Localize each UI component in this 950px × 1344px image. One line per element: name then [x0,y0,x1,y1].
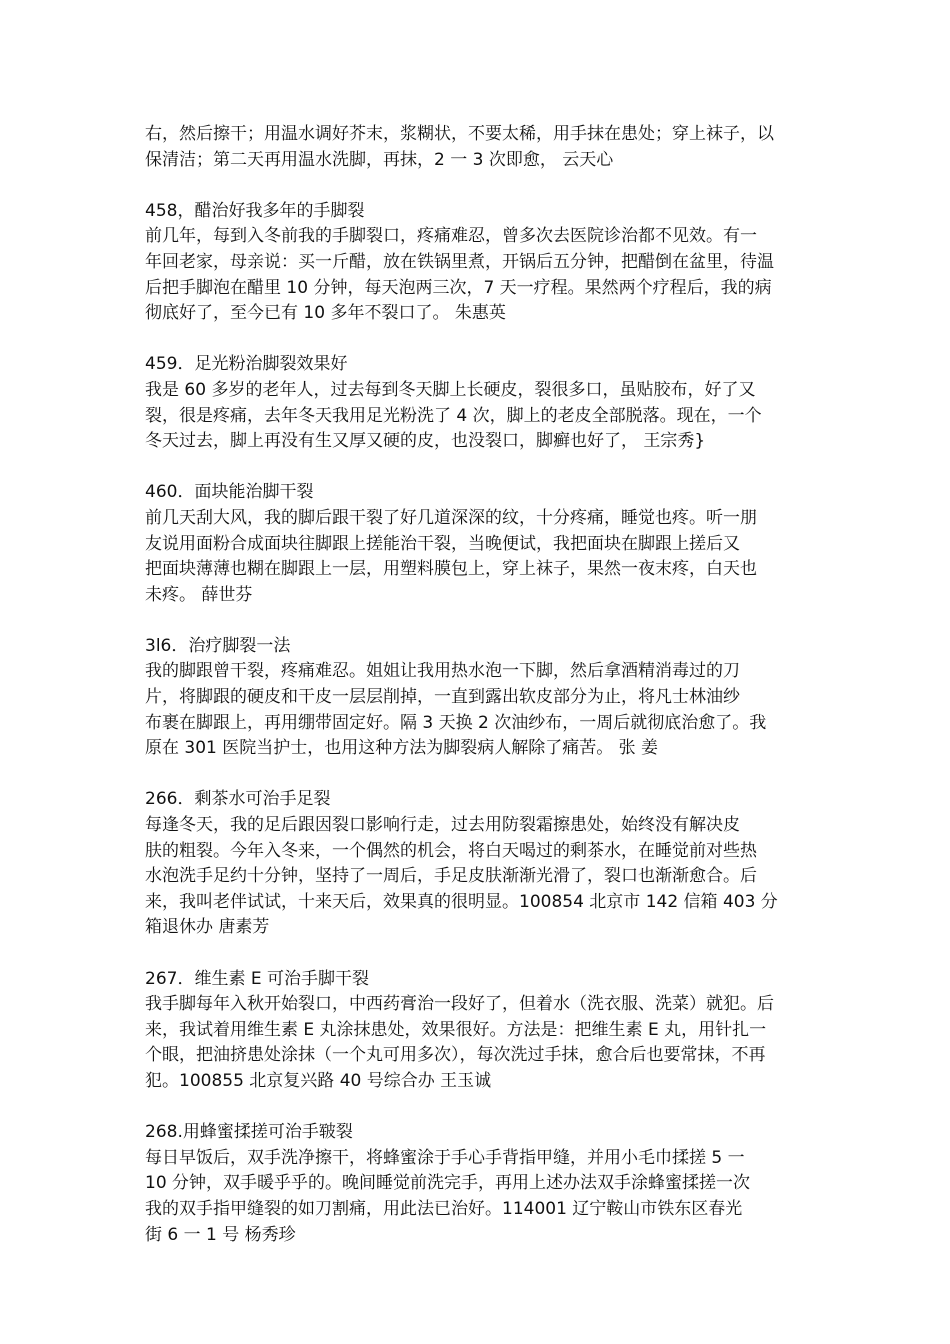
text-line: 前几天刮大风，我的脚后跟干裂了好几道深深的纹，十分疼痛，睡觉也疼。听一朋 [145,507,757,528]
text-line: 我的脚跟曾干裂，疼痛难忍。姐姐让我用热水泡一下脚，然后拿酒精消毒过的刀 [145,661,740,682]
text-line: 裂，很是疼痛，去年冬天我用足光粉洗了 4 次，脚上的老皮全部脱落。现在，一个 [145,405,762,426]
text-line: 后把手脚泡在醋里 10 分钟，每天泡两三次，7 天一疗程。果然两个疗程后，我的病 [145,277,772,298]
section-title: 268.用蜂蜜揉搓可治手皲裂 [145,1122,353,1143]
text-line: 友说用面粉合成面块往脚跟上搓能治干裂，当晚便试，我把面块在脚跟上搓后又 [145,533,740,554]
section-body [145,813,813,941]
text-line: 年回老家，母亲说：买一斤醋，放在铁锅里煮，开锅后五分钟，把醋倒在盆里，待温 [145,251,774,272]
text-line: 我是 60 多岁的老年人，过去每到冬天脚上长硬皮，裂很多口，虽贴胶布，好了又 [145,379,756,400]
text-line: 原在 301 医院当护士，也用这种方法为脚裂病人解除了痛苦。 张 姜 [145,738,659,759]
text-line: 彻底好了，至今已有 10 多年不裂口了。 朱惠英 [145,303,506,324]
section-body [145,506,813,608]
text-line: 片，将脚跟的硬皮和干皮一层层削掉，一直到露出软皮部分为止，将凡士林油纱 [145,687,740,708]
text-line: 水泡洗手足约十分钟，坚持了一周后，手足皮肤渐渐光滑了，裂口也渐渐愈合。后 [145,866,757,887]
section-body [145,1146,813,1248]
document-page [145,122,813,1274]
text-line: 我手脚每年入秋开始裂口，中西药膏治一段好了，但着水（洗衣服、洗菜）就犯。后 [145,994,774,1015]
text-line: 街 6 一 1 号 杨秀珍 [145,1224,296,1245]
text-line: 布裹在脚跟上，再用绷带固定好。隔 3 天换 2 次油纱布，一周后就彻底治愈了。我 [145,712,767,733]
text-line: 每逢冬天，我的足后跟因裂口影响行走，过去用防裂霜擦患处，始终没有解决皮 [145,815,740,836]
section-body [145,224,813,326]
text-line: 肤的粗裂。今年入冬来，一个偶然的机会，将白天喝过的剩茶水，在睡觉前对些热 [145,840,757,861]
text-line: 箱退休办 唐素芳 [145,917,270,938]
text-line: 每日早饭后，双手洗净擦干，将蜂蜜涂于手心手背指甲缝，并用小毛巾揉搓 5 一 [145,1147,745,1168]
text-line: 来，我试着用维生素 E 丸涂抹患处，效果很好。方法是：把维生素 E 丸，用针扎一 [145,1019,767,1040]
remedy-section [145,787,813,941]
text-line: 我的双手指甲缝裂的如刀割痛，用此法已治好。114001 辽宁鞍山市铁东区春光 [145,1198,743,1219]
remedy-section [145,480,813,608]
text-line: 冬天过去，脚上再没有生又厚又硬的皮，也没裂口，脚癣也好了， 王宗秀} [145,431,706,452]
text-line: 保清洁；第二天再用温水洗脚，再抹，2 一 3 次即愈， 云天心 [145,149,614,170]
remedy-section [145,1120,813,1248]
remedy-section [145,352,813,454]
text-line: 来，我叫老伴试试，十来天后，效果真的很明显。100854 北京市 142 信箱 403 分 [145,891,778,912]
section-title: 266．剩茶水可治手足裂 [145,789,331,810]
text-line: 个眼，把油挤患处涂抹（一个丸可用多次），每次洗过手抹，愈合后也要常抹，不再 [145,1045,766,1066]
section-body [145,659,813,761]
section-title: 459．足光粉治脚裂效果好 [145,354,348,375]
text-line: 犯。100855 北京复兴路 40 号综合办 王玉诚 [145,1070,492,1091]
text-line: 右，然后擦干；用温水调好芥末，浆糊状，不要太稀，用手抹在患处；穿上袜子，以 [145,124,774,144]
text-line: 把面块薄薄也糊在脚跟上一层，用塑料膜包上，穿上袜子，果然一夜末疼，白天也 [145,559,757,580]
section-title: 267．维生素 E 可治手脚干裂 [145,968,369,989]
section-title: 460．面块能治脚干裂 [145,482,314,503]
text-line: 10 分钟，双手暖乎乎的。晚间睡觉前洗完手，再用上述办法双手涂蜂蜜揉搓一次 [145,1173,751,1194]
remedy-section [145,199,813,327]
remedy-section [145,967,813,1095]
section-body [145,992,813,1094]
intro-paragraph [145,122,813,173]
text-line: 前几年，每到入冬前我的手脚裂口，疼痛难忍，曾多次去医院诊治都不见效。有一 [145,226,757,247]
section-title: 3l6．治疗脚裂一法 [145,635,291,656]
section-body [145,378,813,455]
section-title: 458，醋治好我多年的手脚裂 [145,200,365,221]
remedy-section [145,634,813,762]
text-line: 未疼。 薛世芬 [145,584,253,605]
